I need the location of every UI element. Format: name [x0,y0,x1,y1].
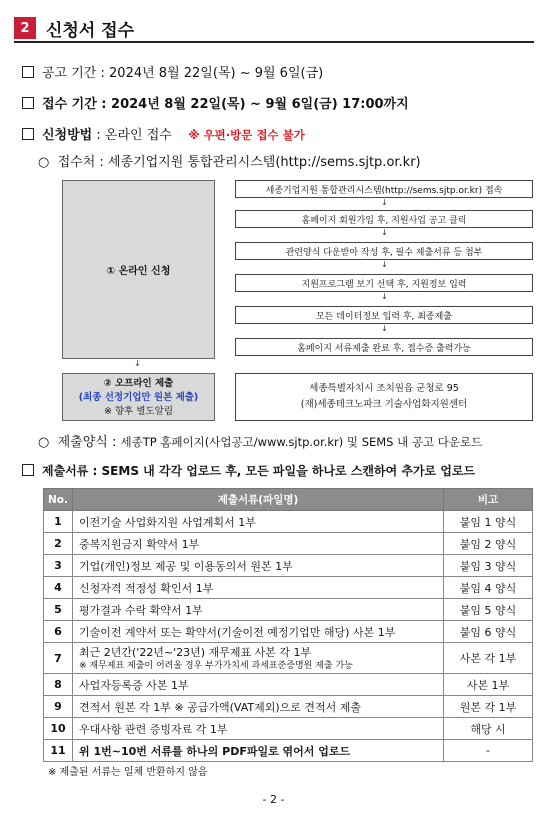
offline-submission-box [62,373,215,421]
section-title: 신청서 접수 [46,21,135,41]
down-arrow-icon: ↓ [381,292,388,301]
flow-step-5: 모든 데이터정보 입력 후, 최종제출 [235,306,533,324]
document-note: 붙임 6 양식 [444,621,533,643]
document-name-cell [73,577,444,599]
table-row [44,674,533,696]
row-number: 6 [44,621,73,643]
document-note: 원본 각 1부 [444,696,533,718]
checkbox-square-icon [22,128,34,140]
document-note: - [444,740,533,762]
application-method-line: 신청방법 : 온라인 접수 ※ 우편·방문 접수 불가 [22,124,305,143]
document-name-cell [73,696,444,718]
document-subnote: ※ 재무제표 제출이 어려울 경우 부가가치세 과세표준증명원 제출 가능 [79,661,353,671]
down-arrow-icon: ↓ [381,228,388,237]
receiver-label: 접수처 [57,155,96,170]
section-divider [14,41,534,43]
announcement-period-label: 공고 기간 [42,66,97,81]
document-name-cell [73,599,444,621]
form-line: ○ 제출양식 : 세종TP 홈페이지(사업공고/www.sjtp.or.kr) 및 SEMS 내 공고 다운로드 [38,435,483,450]
announcement-period-value: 2024년 8월 22일(목) ~ 9월 6일(금) [109,66,324,81]
document-name: 이전기술 사업화지원 사업계획서 1부 [79,515,256,529]
document-note: 사본 각 1부 [444,643,533,674]
application-method-label: 신청방법 [42,128,93,143]
document-name: 기업(개인)정보 제공 및 이용동의서 원본 1부 [79,559,293,573]
table-row [44,643,533,674]
document-name-cell [73,621,444,643]
form-value: 세종TP 홈페이지(사업공고/www.sjtp.or.kr) 및 SEMS 내 공고 다운로드 [120,435,483,449]
table-row [44,621,533,643]
table-row [44,577,533,599]
table-row [44,533,533,555]
document-name: 평가결과 수락 확약서 1부 [79,603,203,617]
row-number: 4 [44,577,73,599]
document-note: 붙임 1 양식 [444,511,533,533]
down-arrow-icon: ↓ [134,359,141,368]
document-name: 견적서 원본 각 1부 ※ 공급가액(VAT제외)으로 견적서 제출 [79,700,362,714]
table-row [44,511,533,533]
document-note: 붙임 2 양식 [444,533,533,555]
section-number-badge: 2 [14,17,36,39]
announcement-period-line: 공고 기간 : 2024년 8월 22일(목) ~ 9월 6일(금) [22,62,323,81]
document-name: 기술이전 계약서 또는 확약서(기술이전 예정기업만 해당) 사본 1부 [79,625,396,639]
document-name-cell [73,643,444,674]
table-header-row [44,489,533,511]
column-header-document: 제출서류(파일명) [73,489,444,511]
address-line: 세종특별자치시 조치원읍 군청로 95 [309,383,459,394]
application-method-value: 온라인 접수 [104,128,172,143]
center-name-line: (재)세종테크노파크 기술사업화지원센터 [300,399,468,410]
receiver-value: 세종기업지원 통합관리시스템(http://sems.sjtp.or.kr) [107,155,421,170]
checkbox-square-icon [22,66,34,78]
required-documents-line: 제출서류 : SEMS 내 각각 업로드 후, 모든 파일을 하나로 스캔하여 추가로 업로드 [22,462,475,479]
receipt-period-label: 접수 기간 [42,97,97,112]
table-row [44,599,533,621]
flow-step-2: 홈페이지 회원가입 후, 지원사업 공고 클릭 [235,210,533,228]
document-name: 신청자격 적정성 확인서 1부 [79,581,214,595]
down-arrow-icon: ↓ [381,324,388,333]
down-arrow-icon: ↓ [381,260,388,269]
document-name-cell [73,511,444,533]
row-number: 9 [44,696,73,718]
table-row [44,740,533,762]
row-number: 8 [44,674,73,696]
column-header-note: 비고 [444,489,533,511]
required-documents-value: SEMS 내 각각 업로드 후, 모든 파일을 하나로 스캔하여 추가로 업로드 [101,464,476,478]
document-name-cell [73,555,444,577]
column-header-no: No. [44,489,73,511]
online-application-box [62,180,215,359]
row-number: 11 [44,740,73,762]
documents-table [43,488,533,762]
row-number: 5 [44,599,73,621]
footnote: ※ 제출된 서류는 일체 반환하지 않음 [48,767,208,778]
no-mail-visit-warning: ※ 우편·방문 접수 불가 [188,128,305,142]
down-arrow-icon: ↓ [381,198,388,207]
circle-bullet-icon: ○ [38,435,50,450]
document-name-cell [73,718,444,740]
document-note: 붙임 5 양식 [444,599,533,621]
offline-schedule-note: ※ 향후 별도알림 [103,406,174,417]
document-name: 우대사항 관련 증빙자료 각 1부 [79,722,228,736]
row-number: 7 [44,643,73,674]
row-number: 3 [44,555,73,577]
document-name: 위 1번~10번 서류를 하나의 PDF파일로 엮어서 업로드 [79,744,351,758]
offline-submission-title: ② 오프라인 제출 [103,378,174,389]
form-label: 제출양식 [57,435,108,450]
document-note: 붙임 4 양식 [444,577,533,599]
flow-step-3: 관련양식 다운받아 작성 후, 필수 제출서류 등 첨부 [235,242,533,260]
checkbox-square-icon [22,97,34,109]
online-application-label: ① 온라인 신청 [106,266,171,277]
flow-step-1: 세종기업지원 통합관리시스템(http://sems.sjtp.or.kr) 접속 [235,180,533,198]
document-note: 사본 1부 [444,674,533,696]
document-note: 붙임 3 양식 [444,555,533,577]
offline-submission-note: (최종 선정기업만 원본 제출) [78,392,199,403]
table-row [44,696,533,718]
checkbox-square-icon [22,464,34,476]
receipt-period-line: 접수 기간 : 2024년 8월 22일(목) ~ 9월 6일(금) 17:00까지 [22,93,409,112]
flow-step-6: 홈페이지 서류제출 완료 후, 접수증 출력가능 [235,338,533,356]
table-row [44,555,533,577]
page-number: - 2 - [262,793,285,806]
document-name-cell [73,740,444,762]
receipt-period-value: 2024년 8월 22일(목) ~ 9월 6일(금) 17:00까지 [111,97,409,112]
document-name: 사업자등록증 사본 1부 [79,678,189,692]
row-number: 10 [44,718,73,740]
document-note: 해당 시 [444,718,533,740]
document-name-cell [73,674,444,696]
table-row [44,718,533,740]
circle-bullet-icon: ○ [38,155,50,170]
required-documents-label: 제출서류 [42,464,89,478]
flow-step-4: 지원프로그램 보기 선택 후, 지원정보 입력 [235,274,533,292]
document-name: 중복지원금지 확약서 1부 [79,537,200,551]
row-number: 2 [44,533,73,555]
document-name: 최근 2년간('22년~'23년) 재무제표 사본 각 1부 [79,646,312,659]
row-number: 1 [44,511,73,533]
document-name-cell [73,533,444,555]
submission-address-box [235,373,533,421]
receiver-line: ○ 접수처 : 세종기업지원 통합관리시스템(http://sems.sjtp.or.kr) [38,155,421,170]
